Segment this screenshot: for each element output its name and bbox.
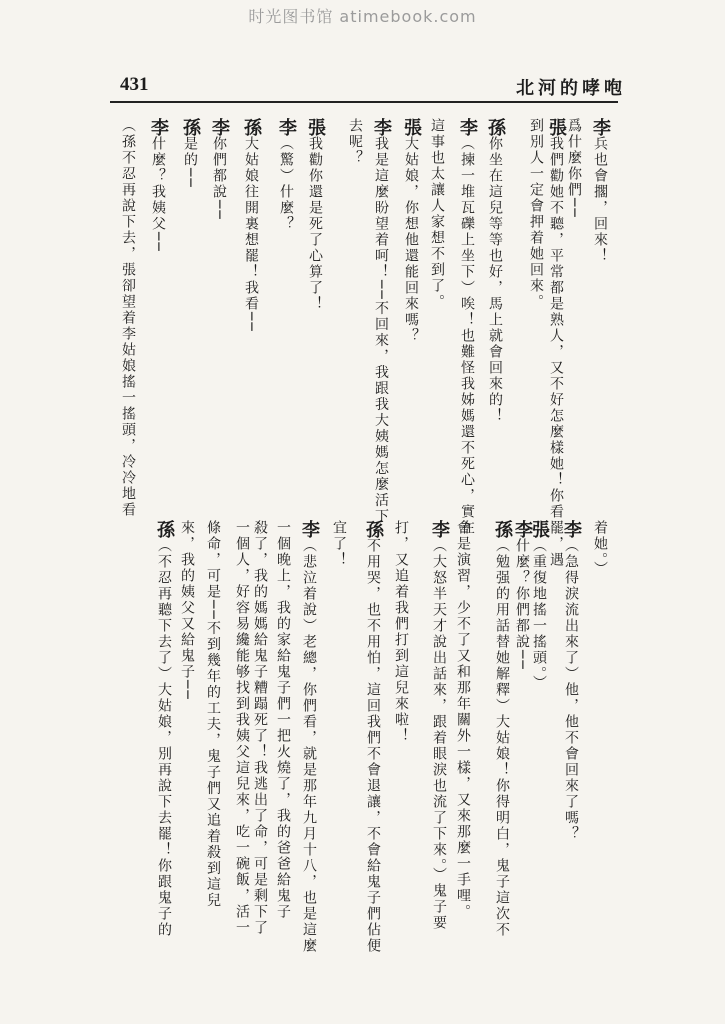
script-line: 孫（勉强的用話替她解釋）大姑娘！你得明白，鬼子這次不 — [492, 520, 513, 938]
script-line: 李（揀一堆瓦礫上坐下）唉！也難怪我姊媽還不死心，實在 — [457, 118, 478, 536]
script-line: 李我是這麼盼望着呵！──不回來，我跟我大姨媽怎麼活下 — [371, 118, 392, 525]
script-line: 爲什麼你們── — [566, 118, 582, 219]
script-line: 孫你坐在這兒等等也好，馬上就會回來的！ — [485, 118, 506, 424]
script-line: 張我們勸她不聽，平常都是熟人，又不好怎麼樣她！你看罷，遇 — [546, 118, 567, 568]
script-line: 來，我的姨父又給鬼子── — [179, 520, 195, 701]
script-line: 殺了，我的媽媽給鬼子糟蹋死了！我逃出了命，可是剩下了 — [252, 520, 268, 936]
script-line: 李你們都說── — [209, 118, 230, 221]
script-line: （孫不忍再說下去，張卻望着李姑娘搖一搖頭，冷冷地看 — [120, 118, 136, 518]
script-line: 打，又追着我們打到這兒來啦！ — [393, 520, 409, 744]
script-line: 李兵也會擱，回來！ — [590, 118, 611, 264]
script-line: 着她。） — [592, 520, 608, 577]
script-line: 李（悲泣着說）老總，你們看，就是那年九月十八，也是這麼 — [299, 520, 320, 954]
page-number: 431 — [120, 74, 149, 95]
script-line: 條命，可是──不到幾年的工夫，鬼子們又追着殺到這兒 — [205, 520, 221, 909]
script-line: 到別人一定會押着她回來。 — [528, 118, 544, 310]
script-line: 李（大怒半天才說出話來，跟着眼淚也流了下來。）鬼子要 — [429, 520, 450, 931]
script-line: 李（急得淚流出來了）他，他不會回來了嗎？ — [561, 520, 582, 842]
script-line: 張大姑娘，你想他還能回來嗎？ — [401, 118, 422, 344]
script-line: 李（驚）什麼？ — [276, 118, 297, 232]
script-line: 孫（不忍再聽下去了）大姑娘，別再說下去罷！你跟鬼子的 — [154, 520, 175, 938]
script-line: 李什麼？我姨父── — [148, 118, 169, 253]
script-line: 去呢？ — [347, 118, 363, 166]
script-line: 李什麼？你們都說── — [512, 520, 533, 671]
header-rule — [110, 101, 618, 103]
script-line: 張我勸你還是死了心算了！ — [305, 118, 326, 312]
script-line: 孫不用哭，也不用怕，這回我們不會退讓，不會給鬼子們佔便 — [363, 520, 384, 954]
watermark: 时光图书馆 atimebook.com — [248, 7, 477, 26]
running-title: 北河的哮咆 — [516, 78, 626, 99]
script-line: 會是演習，少不了又和那年關外一樣，又來那麼一手哩。 — [455, 520, 471, 920]
script-line: 一個人，好容易纔能够找到我姨父這兒來，吃一碗飯，活一 — [234, 520, 250, 936]
script-line: 這事也太讓人家想不到了。 — [429, 118, 445, 310]
script-line: 宜了！ — [331, 520, 347, 568]
script-line: 張（重復地搖一搖頭。） — [529, 520, 550, 691]
script-line: 孫是的── — [180, 118, 201, 189]
script-line: 一個晚上，我的家給鬼子們一把火燒了，我的爸爸給鬼子 — [275, 520, 291, 920]
script-line: 孫大姑娘往開裏想罷！我看── — [241, 118, 262, 333]
